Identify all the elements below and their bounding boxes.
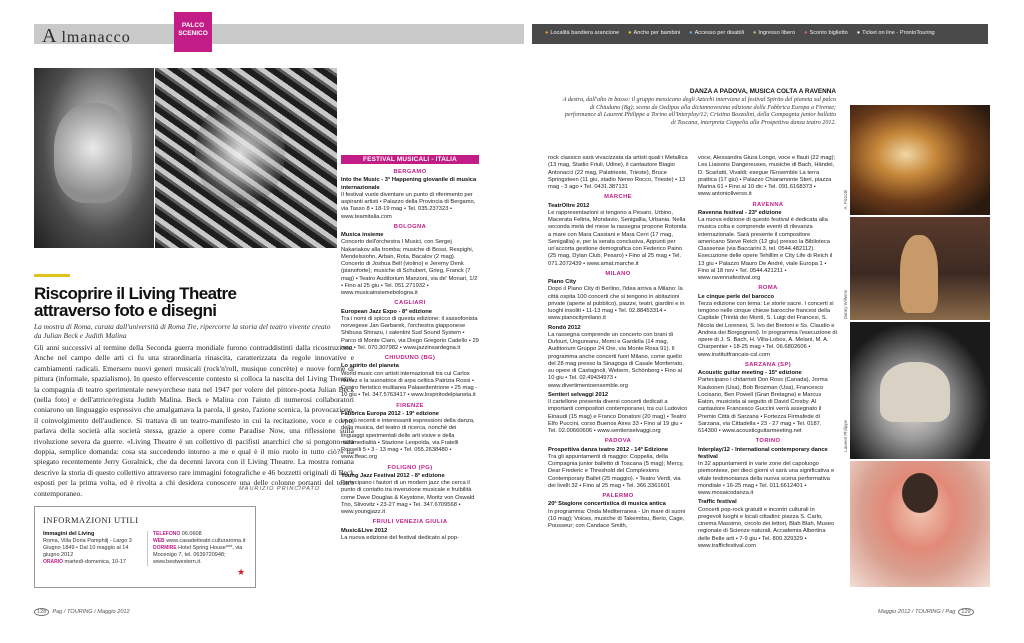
interplay-dance-photo (850, 322, 990, 459)
info-event: Immagini del Living Roma, Villa Doria Pamphilj - Largo 3 Giugno 1849 • Dal 10 maggio al 14 giugno 2012 ORARIO martedì-domenica, 10-17 (43, 531, 132, 565)
footer-right: Maggio 2012 / TOURING / Pag 129 (878, 608, 974, 616)
danza-heading: DANZA A PADOVA, MUSICA COLTA A RAVENNA (689, 88, 836, 95)
event-listing (341, 473, 479, 517)
city-heading: PALERMO (602, 493, 634, 499)
beck-drawings-photo (155, 68, 337, 248)
event-listing (698, 155, 838, 199)
event-listing (341, 528, 479, 543)
city-heading: BOLOGNA (393, 223, 427, 230)
city-heading: CAGLIARI (394, 300, 426, 307)
legend-item: ● Località bandiera arancione (545, 30, 620, 36)
section-title: A lmanacco (42, 25, 131, 47)
event-listing (698, 370, 838, 435)
event-title: Musica insieme (341, 232, 384, 238)
city-heading: MILANO (605, 270, 631, 277)
oedipus-scene-photo (850, 217, 990, 320)
event-title: Rondò 2012 (548, 324, 581, 331)
event-listing (548, 501, 688, 530)
city-heading: SARZANA (SP) (744, 361, 792, 368)
event-details: Concerti pop-rock gratuiti e incontri culturali in pregevoli luoghi e locali cittadini: piazza S. Carlo, cinema Massimo, circolo dei lettori, Blah Blah, Museo regionale di Scienze naturali, Accademia Albertina delle Belle arti • 7-9 giu • Tel. 800.329329 • www.trafficfestival.com (698, 506, 835, 549)
event-details: Tra i nomi di spicco di questa edizione: il sassofonista norvegese Jan Garbarek, l'orchestra giapponese Shibusa Shirazu, i salentini Sud Sound System • Parco di Monte Claro, via Diego Gregorio Cadello • 29 mag • Tel. 070.307982 • www.jazzinsardegna.it (341, 315, 479, 351)
article-subtitle: La mostra di Roma, curata dall'università di Roma Tre, ripercorre la storia del teatro vivente creato da Julian Beck e Judith Malina (34, 322, 331, 340)
city-heading: CHIUDUNO (BG) (384, 355, 436, 361)
footer-left: 128 Pag / TOURING / Maggio 2012 (34, 608, 130, 616)
city-heading: FRIULI VENEZIA GIULIA (372, 519, 448, 526)
event-listing (698, 447, 838, 498)
palco-scenico-tab: PALCO SCENICO (174, 12, 212, 52)
event-title: Fabbrica Europa 2012 - 19ª edizione (341, 410, 439, 417)
legend-item: ● Ingresso libero (753, 30, 796, 36)
event-title: Le cinque perle del barocco (698, 293, 775, 300)
info-title: INFORMAZIONI UTILI (43, 515, 139, 525)
event-listing (341, 411, 479, 462)
city-heading: MARCHE (604, 194, 632, 201)
event-listing (548, 392, 688, 436)
event-details: La nuova edizione del festival dedicato al pop- (341, 534, 459, 541)
wheelchair-icon: ● (689, 30, 693, 36)
event-details: Partecipano i fautori di un modern jazz che cerca il punto di contatto tra invenzione musicale e fruibilità come Dave Douglas & Keystone, Moritz von Oswald Trio, Slivovitz • 23-27 mag • Tel. 347.6709568 • www.youngjazz.it (341, 480, 475, 515)
event-details: Le più recenti e interessanti espressioni della danza, della musica, del teatro di ricerca, nonché dei linguaggi sperimentali delle arti visive e della multimedialità • Stazione Leopolda, via Fratelli Rosselli 5 • 3 - 13 mag • Tel. 055.2638480 • www.ffeac.org (341, 418, 475, 461)
event-details: Dopo il Piano City di Berlino, l'idea arriva a Milano: la città ospita 100 concerti che si tengono in abitazioni private (aperte al pubblico), piazze, teatri, giardini e in luoghi insoliti • 11-13 mag • Tel. 02.88453314 • www.pianocitymilano.it (548, 286, 685, 322)
event-title: Acoustic guitar meeting - 15ª edizione (698, 370, 802, 376)
listing-column-2 (548, 155, 688, 532)
event-details: Terza edizione con tema: Le storie sacre. I concerti si tengono nelle cinque chiese barocche francesi della Capitale (Trinità dei Monti, S. Luigi dei Francesi, S. Nicola dei Lorenesi, S. Ivo dei Bretoni e Ss. Claudio e Andrea dei Borgognoni). In programma l'esecuzione di opere di J. S. Bach, H. Villa-Lobos, A. Melani, M. A. Charpentier • 18-25 mag • Tel. 06.6802606 • www.institutfrancais-csl.com (698, 300, 837, 358)
event-details: rock classico sarà vivacizzata da artisti quali i Metallica (13 mag, Stadio Friuli, Udine), il cantautore Biagio Antonacci (22 mag, Palatrieste, Trieste), Bruce Springsteen (11 giu, stadio Nereo Rocco, Trieste) • 13 mag - 3 ago • Tel. 0431.387131 (548, 155, 688, 190)
legend-item: ● Ticket on line - ProntoTouring (856, 30, 935, 36)
event-title: Interplay/12 - International contemporary dance festival (698, 446, 828, 460)
festival-banner: FESTIVAL MUSICALI - ITALIA (341, 155, 479, 164)
event-title: 20ª Stagione concertistica di musica antica (548, 501, 666, 508)
event-details: In 32 appuntamenti in varie zone del capoluogo piemontese, per dieci giorni vi sarà una significativa e vitale testimonianza della nuova scena performativa mondiale • 16-25 mag • Tel. 011.6612401 • www.mosaicodanza.it (698, 461, 835, 496)
info-box (34, 506, 256, 588)
info-contacts: TELEFONO 06.0608 WEB www.casadeiteatri.culturaroma.it DORMIRE Hotel Spring House***, via Mocenigo 7, tel. 0639720948; www.bestwestern.it. (147, 531, 251, 566)
city-heading: PADOVA (604, 438, 632, 445)
city-heading: FOLIGNO (PG) (387, 464, 433, 471)
article-byline: MAURIZIO PRINCIPATO (239, 486, 321, 492)
event-details: Concerto dell'orchestra I Musici, con Sergej Nakariakov alla tromba; musiche di Bossi, Respighi, Mendelssohn, Arban, Rota, Bacalov (2 mag). Concerto di Joshua Bell (violino) e Jeremy Denk (pianoforte); musiche di Schubert, Grieg, Franck (7 mag) • Teatro Auditorium Manzoni, via de' Monari, 1/2 • Fino al 25 giu • Tel. 051.271932 • www.musicainsiemebologna.it (341, 239, 478, 296)
event-listing (548, 155, 688, 191)
event-listing (341, 177, 479, 221)
article-body: Gli anni successivi al termine della Seconda guerra mondiale furono contraddistinti dalla ricostruzione. Anche nel campo delle arti ci fu una straordinaria rinascita, caratterizzata da regole innovative e cambiamenti radicali. Emersero nuovi generi musicali (rock'n'roll, musique concrète) e nuove forme di pittura (informale, spazialismo). In questo effervescente contesto si colloca la nascita del Living Theatre, la compagnia di teatro sperimentale newyorchese nata nel 1947 per volere del pittore-poeta Julian Beck (nella foto) e dell'attrice/regista Judith Malina. Beck e Malina con l'aiuto di numerosi collaboratori coniarono un linguaggio espressivo che amalgamava la parola, il gesto, l'azione scenica, la provocazione, il coinvolgimento dell'audience. Si trattava di un teatro-manifesto in cui la recitazione, voce e corpo, parlava della società alla società stessa, grazie a opere come Paradise Now, una riflessione sulla rivoluzione severa da guerre. «Living Theatre è un collettivo di pacifisti anarchici che si pongono una doppia, semplice domanda: cosa sta succedendo intorno a me e qual è il mio ruolo in tutto ciò?» ha spiegato recentemente Jerry Goralnick, che da decenni lavora con il Living Theatre. La mostra romana descrive la storia di questo collettivo attraverso rare immagini fotografiche e 46 bozzetti originali di Beck esposti per la prima volta, ed è rivolta a chi desidera conoscere una delle colonne portanti del teatro contemporaneo. (34, 343, 354, 498)
event-title: Sentieri selvaggi 2012 (548, 391, 609, 398)
info-web-link[interactable]: www.casadeiteatri.culturaroma.it (166, 538, 246, 544)
event-details: Le rappresentazioni si tengono a Pesaro, Urbino, Macerata Feltria, Mondavio, Senigallia, Urbania. Nella seconda metà del mese la rassegna propone Rotonda a mare con Mara Cassiani e Mara Cerri (17 mag, Senigallia) e, per la serata conclusiva, Appunti per un'accorta gestione demografica con Federico Paino (25 mag, Dylan Club, Pesaro) • Fino al 25 mag • Tel. 071.2072439 • www.amat.marche.it (548, 209, 687, 267)
free-entry-icon: ● (753, 30, 757, 36)
event-listing (341, 363, 479, 399)
danza-caption: A destra, dall'alto in basso: il gruppo messicano degli Aztechi interviene al festival Spirito del pianeta sul palco di Chiuduno (Bg); scena da Oedipus alla diciannovesima edizione della Fabbrica Europa a Firenze; performance di Laurent Philippe a Torino all'Interplay/12; Cristina Bozzolini, della Compagnia junior balletto di Toscana, interpreta Coppelia alla Prospettiva danza teatro 2012. (562, 97, 836, 126)
accent-bar (34, 274, 70, 277)
event-listing (548, 447, 688, 491)
listing-column-3 (698, 155, 838, 552)
coppelia-photo (850, 461, 990, 587)
event-title: Traffic festival (698, 499, 737, 506)
legend-item: ● Accesso per disabili (689, 30, 744, 36)
event-listing (548, 325, 688, 390)
city-heading: TORINO (755, 438, 781, 445)
photo-credit-2: Danny Willems (843, 290, 848, 320)
event-details: La rassegna comprende un concerto con brani di Dufourt, Ungureanu, Momi e Gardella (14 mag, Auditorium Gruppo 24 Ore, via Monte Rosa 91). Il programma anche concerti fuori Milano, come quello del 28 mag presso la Sinagoga di Casale Monferrato, su opere di Castagnoli, Webern, Schönberg • Fino al 10 giu • Tel. 02.49434973 • www.divertimentoensemble.org (548, 331, 684, 389)
city-heading: ROMA (758, 285, 778, 292)
event-listing (698, 499, 838, 550)
legend (545, 30, 935, 36)
event-listing (698, 294, 838, 359)
child-icon: ● (628, 30, 632, 36)
event-listing (341, 232, 479, 297)
listing-column-1 (341, 166, 479, 544)
city-heading: RAVENNA (752, 201, 784, 208)
event-title: Young Jazz Festival 2012 - 8ª edizione (341, 472, 445, 479)
legend-item: ● Anche per bambini (628, 30, 681, 36)
event-listing (341, 309, 479, 353)
event-details: Il festival vuole diventare un punto di riferimento per aspiranti artisti • Palazzo della Provincia di Bergamo, via Tasso 8 • 18-19 mag • Tel. 035.237323 • www.teamitalia.com (341, 191, 476, 220)
ticket-icon: ● (856, 30, 861, 36)
city-heading: FIRENZE (396, 402, 424, 409)
event-title: Music&Live 2012 (341, 527, 388, 534)
photo-credit-1: A. Pizzotti (843, 190, 848, 210)
event-details: Partecipano i chitarristi Don Ross (Canada), Jorma Kaukonen (Usa), Bob Brozman (Usa), Francesco Locisano, Ben Powell (Gran Bretagna) e Marcus Eaton, musicista al seguito di David Crosby. Al cantautore Francesco Guccini verrà assegnato il Premio Città di Sarzana • Fortezza Firmafede di Sarzana, via Cittadella • 23 - 27 mag • Tel. 0187. 614300 • www.acousticguitarmeeting.net (698, 377, 828, 434)
julian-beck-photo (34, 68, 154, 248)
event-title: TeatrOltre 2012 (548, 202, 590, 209)
event-details: In programma: Onda Mediterranea - Un mare di suoni (10 mag); Voices, musiche di Takemitsu, Berio, Cage, Pousseur; con Candace Smith, (548, 508, 686, 529)
city-heading: BERGAMO (393, 169, 427, 175)
event-title: European Jazz Expo - 8ª edizione (341, 308, 432, 315)
event-title: Piano City (548, 279, 577, 285)
event-title: Lo spirito del pianeta (341, 363, 399, 370)
flag-orange-icon: ● (545, 30, 549, 36)
aztec-group-photo (850, 105, 990, 215)
event-details: World music con artisti internazionali tra cui Carlos Nunez e la suonatrice di arpa celtica Patrizia Rossi • Centro fieristico multiarea Palasettentrione • 25 mag - 10 giu • Tel. 347.5763417 • www.lospiritodelpianeta.it (341, 370, 478, 399)
event-title: Ravenna festival - 23ª edizione (698, 209, 782, 216)
discount-star-icon: ★ (237, 567, 246, 577)
event-details: Tra gli appuntamenti di maggio: Coppelia, della Compagnia junior balletto di Toscana (5 mag); Mercy, Dear Frederic e Threshold del Complexions Contemporary Ballet (25 maggio). • Teatro Verdi, via dei livelli 32 • Fino al 25 mag • Tel. 366.3361601 (548, 453, 684, 489)
legend-item: ● Sconto biglietto (804, 30, 848, 36)
event-title: Prospettiva danza teatro 2012 - 14ª Edizione (548, 446, 669, 453)
article-title: Riscoprire il Living Theatre attraverso foto e disegni (34, 284, 237, 320)
discount-star-icon: ● (804, 30, 808, 36)
event-listing (548, 203, 688, 268)
event-details: Il cartellone presenta diversi concerti dedicati a importanti compositori contemporanei, tra cui Ludovico Einaudi (15 mag) e Franco Donatoni (20 mag) • Teatro Elfo Puccini, corso Buenos Aires 33 • Fino al 19 giu • Tel. 02.00660606 • www.sentieriselvaggi.org (548, 399, 688, 434)
event-title: Into the Music - 3° Happening giovanile di musica internazionale (341, 177, 477, 191)
event-listing (698, 210, 838, 283)
photo-credit-3: Laurent Philippe (843, 420, 848, 452)
event-listing (548, 279, 688, 323)
event-details: voce, Alessandra Giura Longo, voce e flauti (22 mag); Les Liaisons Dangereuses, musiche di Bach, Händel, D. Scarlatti, Vivaldi; esegue l'Ensemble La terra prattica (17 giu) • Palazzo Chiaramonte Steri, piazza Marina 61 • Fino al 10 dic • Tel. 091.6168373 • www.antoniollverso.it (698, 155, 836, 198)
event-details: La nuova edizione di questo festival è dedicata alla musica colta e comprende eventi di rilevanza internazionale. Sarà presente il compositore americano Steve Reich (12 giu) presso la Biblioteca Classense (via Baccarini 3, tel. 0544.482112). Esecuzione delle opere Tehillim e City Life di Reich il 13 giu • Palazzo Mauro De André, viale Europa 1 • Fino al 18 nov • Tel. 0544.421211 • www.ravennafestival.org (698, 217, 833, 281)
